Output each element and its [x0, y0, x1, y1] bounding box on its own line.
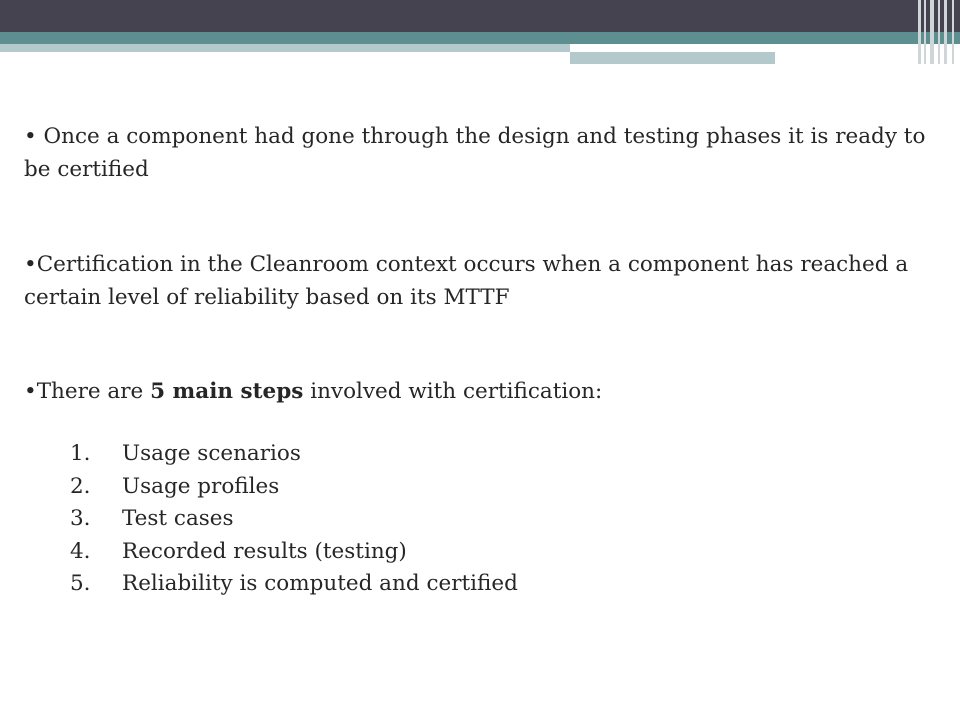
list-item-label: Usage scenarios — [122, 441, 301, 466]
bullet-certification-definition — [24, 248, 954, 314]
list-item-number: 1. — [70, 441, 91, 466]
list-item-number: 5. — [70, 571, 91, 596]
list-item-number: 3. — [70, 506, 91, 531]
certification-steps-list — [70, 438, 518, 601]
list-item — [70, 471, 518, 504]
bullet-main-steps — [24, 375, 954, 408]
bullet-certification-ready — [24, 120, 954, 186]
header-white-line — [570, 49, 888, 52]
bullet-text-after: involved with certification: — [303, 379, 603, 404]
header-band-dark — [0, 0, 960, 32]
bullet-text-before: There are — [36, 379, 151, 404]
list-item-number: 2. — [70, 473, 91, 499]
list-item — [70, 536, 518, 569]
header-corner-lines — [916, 0, 960, 64]
bullet-marker: • — [24, 379, 37, 404]
bullet-text-bold: 5 main steps — [150, 379, 304, 404]
list-item-label: Test cases — [122, 506, 234, 531]
header-band-light — [0, 44, 570, 52]
list-item — [70, 503, 518, 536]
list-item — [70, 568, 518, 601]
bullet-marker: • — [24, 252, 37, 277]
list-item-label: Usage profiles — [122, 473, 280, 499]
list-item-label: Recorded results (testing) — [122, 538, 407, 564]
bullet-text: Certification in the Cleanroom context occurs when a component has reached a certain level of reliability based on its MTTF — [24, 252, 909, 310]
list-item — [70, 438, 518, 471]
header-band-step — [570, 52, 775, 64]
list-item-number: 4. — [70, 538, 91, 564]
header-band-teal — [0, 32, 960, 44]
bullet-text: Once a component had gone through the design and testing phases it is ready to be certified — [24, 124, 926, 182]
list-item-label: Reliability is computed and certified — [122, 571, 518, 596]
bullet-marker: • — [24, 124, 37, 149]
